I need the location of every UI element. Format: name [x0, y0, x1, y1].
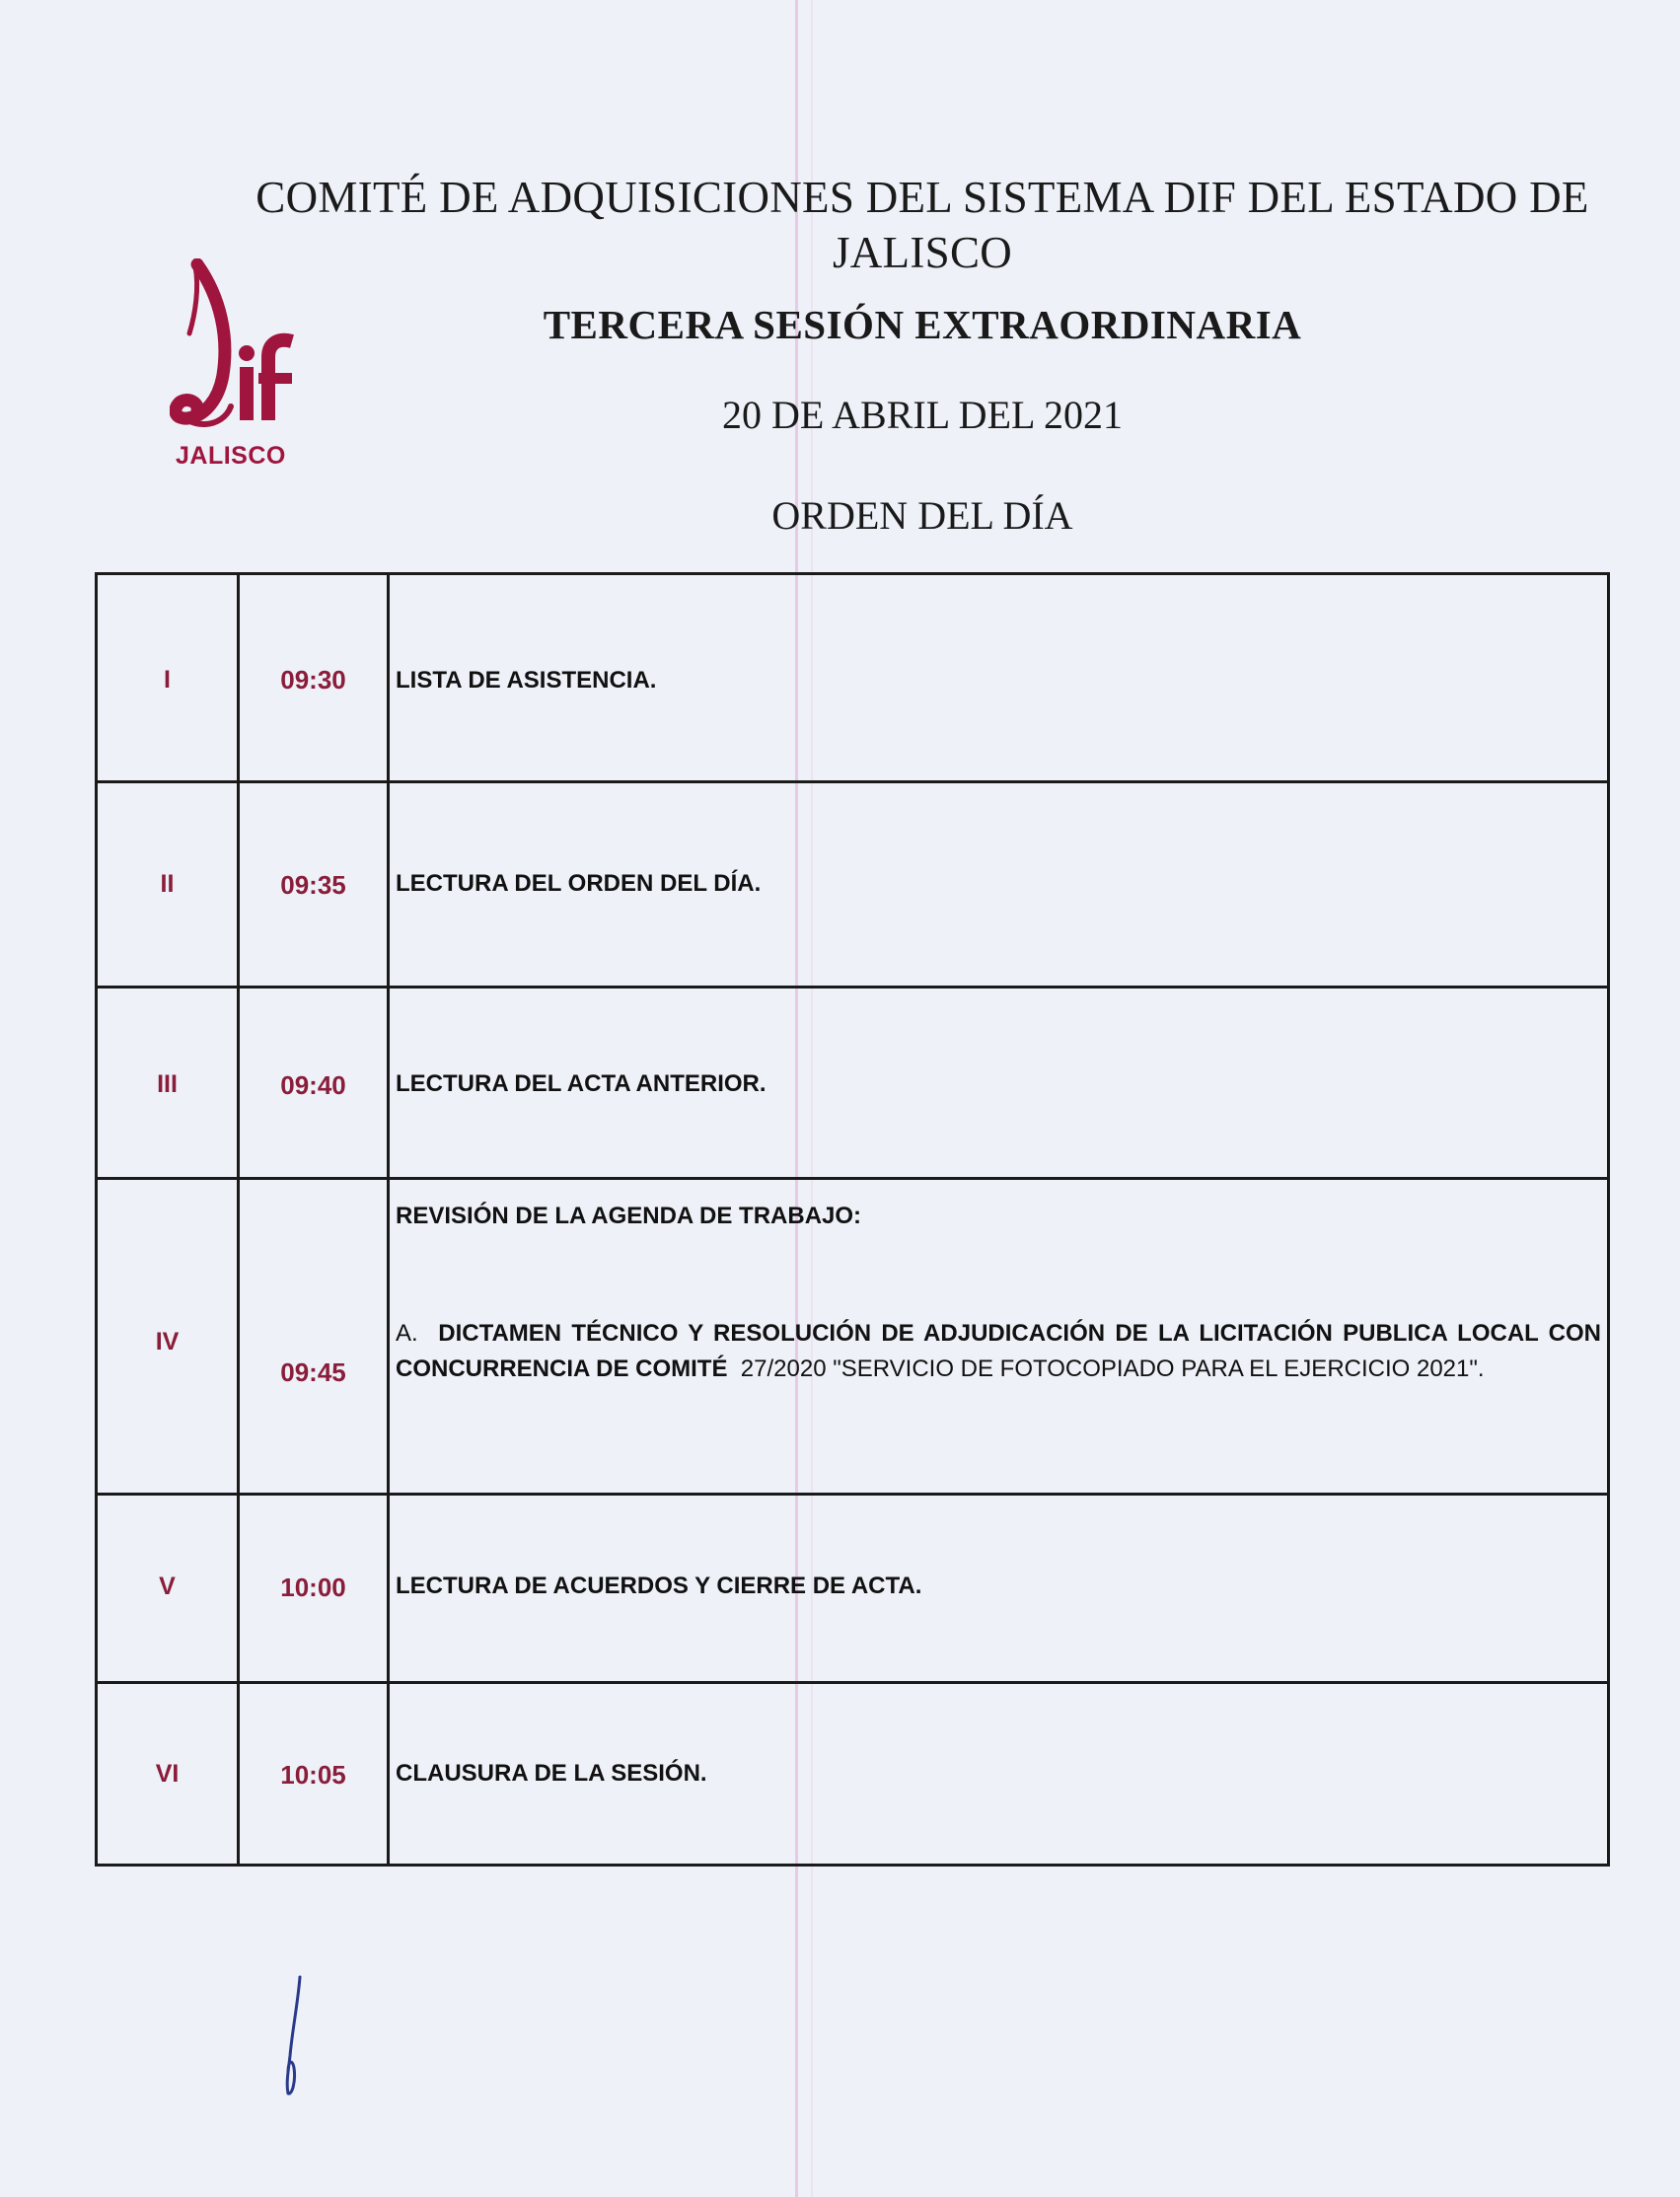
table-row — [98, 1684, 1607, 1864]
table-row — [98, 989, 1607, 1180]
row-number-cell — [98, 575, 240, 780]
row-description-cell — [390, 783, 1607, 986]
row-description-cell — [390, 1684, 1607, 1864]
row-description: LECTURA DEL ACTA ANTERIOR. — [396, 1070, 767, 1097]
table-row — [98, 575, 1607, 783]
row-description-cell — [390, 1496, 1607, 1681]
row-number: V — [159, 1573, 176, 1600]
row-time-cell — [240, 1496, 390, 1681]
row-number: II — [160, 870, 175, 898]
logo-caption: JALISCO — [176, 442, 286, 470]
session-date: 20 DE ABRIL DEL 2021 — [722, 393, 1123, 437]
row-number-cell — [98, 989, 240, 1177]
row-time: 10:05 — [280, 1760, 346, 1790]
row-description-cell — [390, 1180, 1607, 1493]
row-time-cell — [240, 989, 390, 1177]
row-sub-item — [396, 1316, 1601, 1387]
row-description-cell — [390, 989, 1607, 1177]
row-number-cell — [98, 1180, 240, 1493]
row-description: LECTURA DE ACUERDOS Y CIERRE DE ACTA. — [396, 1573, 922, 1599]
row-description: REVISIÓN DE LA AGENDA DE TRABAJO: — [396, 1203, 862, 1229]
row-description: CLAUSURA DE LA SESIÓN. — [396, 1760, 707, 1787]
agenda-table — [95, 572, 1610, 1867]
row-number: VI — [155, 1760, 180, 1788]
sub-item-label: A. — [396, 1320, 418, 1347]
row-number-cell — [98, 1684, 240, 1864]
row-number: IV — [155, 1328, 180, 1355]
row-time: 09:35 — [280, 870, 346, 900]
row-time: 09:45 — [280, 1357, 346, 1387]
session-subtitle: TERCERA SESIÓN EXTRAORDINARIA — [543, 302, 1302, 347]
row-description: LISTA DE ASISTENCIA. — [396, 667, 657, 694]
sub-item-detail: 27/2020 "SERVICIO DE FOTOCOPIADO PARA EL EJERCICIO 2021". — [740, 1355, 1485, 1382]
row-description: LECTURA DEL ORDEN DEL DÍA. — [396, 870, 762, 897]
document-title: COMITÉ DE ADQUISICIONES DEL SISTEMA DIF DEL ESTADO DE JALISCO — [256, 173, 1589, 277]
table-row — [98, 1496, 1607, 1684]
table-row — [98, 783, 1607, 989]
row-number: I — [164, 666, 171, 694]
signature-mark — [278, 1973, 318, 2101]
row-time-cell — [240, 1684, 390, 1864]
row-time-cell — [240, 783, 390, 986]
row-number-cell — [98, 783, 240, 986]
table-row — [98, 1180, 1607, 1496]
row-time: 09:40 — [280, 1070, 346, 1100]
sub-item-title: DICTAMEN TÉCNICO Y RESOLUCIÓN DE ADJUDICACIÓN DE LA LICITACIÓN PUBLICA LOCAL CON CONCURRENCIA DE COMITÉ — [396, 1320, 1601, 1382]
row-time: 09:30 — [280, 665, 346, 695]
row-time-cell — [240, 1180, 390, 1493]
row-time-cell — [240, 575, 390, 780]
row-number-cell — [98, 1496, 240, 1681]
row-number: III — [157, 1070, 178, 1098]
section-heading: ORDEN DEL DÍA — [771, 493, 1073, 538]
row-description-cell — [390, 575, 1607, 780]
row-time: 10:00 — [280, 1573, 346, 1602]
